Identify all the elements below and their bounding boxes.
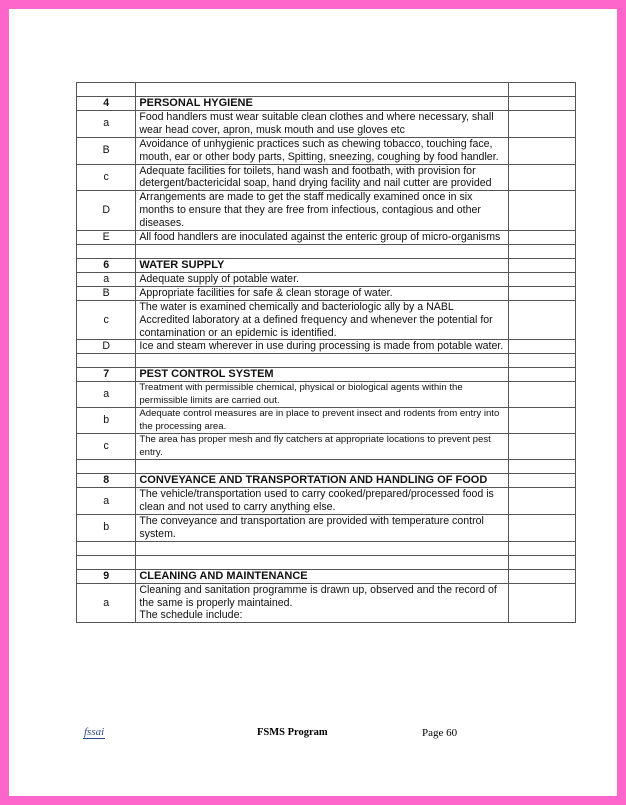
item-row: [77, 434, 576, 460]
item-id: a: [77, 488, 136, 515]
check-cell: [508, 514, 575, 541]
section-number: 8: [77, 474, 136, 488]
check-cell: [508, 97, 575, 111]
num-cell: [77, 541, 136, 555]
check-cell: [508, 191, 575, 231]
check-cell: [508, 244, 575, 258]
blank-row: [77, 83, 576, 97]
item-id: a: [77, 382, 136, 408]
check-cell: [508, 231, 575, 245]
item-row: [77, 272, 576, 286]
check-cell: [508, 340, 575, 354]
item-text: The area has proper mesh and fly catchers at appropriate locations to prevent pest entry.: [136, 434, 508, 460]
item-id: E: [77, 231, 136, 245]
check-cell: [508, 300, 575, 340]
checklist-body: [77, 83, 576, 623]
item-row: [77, 514, 576, 541]
check-cell: [508, 164, 575, 191]
page-footer: [76, 726, 576, 750]
check-cell: [508, 488, 575, 515]
item-row: [77, 110, 576, 137]
section-number: 9: [77, 569, 136, 583]
item-row: [77, 191, 576, 231]
item-text: Cleaning and sanitation programme is drawn up, observed and the record of the same is properly maintained.: [139, 583, 497, 609]
blank-row: [77, 354, 576, 368]
check-cell: [508, 137, 575, 164]
section-title: CONVEYANCE AND TRANSPORTATION AND HANDLING OF FOOD: [136, 474, 508, 488]
item-subtext: The schedule include:: [139, 609, 243, 622]
item-id: D: [77, 191, 136, 231]
item-row: [77, 137, 576, 164]
item-text: All food handlers are inoculated against the enteric group of micro-organisms: [136, 231, 508, 245]
program-name: FSMS Program: [257, 727, 328, 738]
section-number: 6: [77, 258, 136, 272]
check-cell: [508, 569, 575, 583]
item-id: c: [77, 300, 136, 340]
item-text: Ice and steam wherever in use during processing is made from potable water.: [136, 340, 508, 354]
item-row: [77, 583, 576, 623]
item-row: [77, 300, 576, 340]
item-row: [77, 382, 576, 408]
check-cell: [508, 83, 575, 97]
item-id: D: [77, 340, 136, 354]
blank-row: [77, 555, 576, 569]
item-text: Appropriate facilities for safe & clean storage of water.: [136, 286, 508, 300]
blank-row: [77, 541, 576, 555]
check-cell: [508, 258, 575, 272]
item-row: [77, 340, 576, 354]
section-title: PEST CONTROL SYSTEM: [136, 368, 508, 382]
item-id: c: [77, 164, 136, 191]
section-title: WATER SUPPLY: [136, 258, 508, 272]
num-cell: [77, 555, 136, 569]
num-cell: [77, 354, 136, 368]
check-cell: [508, 555, 575, 569]
desc-cell: [136, 555, 508, 569]
section-number: 7: [77, 368, 136, 382]
item-id: B: [77, 137, 136, 164]
item-text: Adequate facilities for toilets, hand wash and footbath, with provision for detergent/bactericidal soap, hand drying facility and nail cutter are provided: [136, 164, 508, 191]
check-cell: [508, 541, 575, 555]
item-text: Arrangements are made to get the staff medically examined once in six months to ensure that they are free from infectious, contagious and other diseases.: [136, 191, 508, 231]
item-row: [77, 231, 576, 245]
item-text: Treatment with permissible chemical, physical or biological agents within the permissible limits are carried out.: [136, 382, 508, 408]
item-row: [77, 488, 576, 515]
item-text: Food handlers must wear suitable clean clothes and where necessary, shall wear head cover, apron, musk mouth and use gloves etc: [136, 110, 508, 137]
item-text: The vehicle/transportation used to carry cooked/prepared/processed food is clean and not used to carry anything else.: [136, 488, 508, 515]
check-cell: [508, 583, 575, 623]
item-id: a: [77, 110, 136, 137]
num-cell: [77, 83, 136, 97]
check-cell: [508, 110, 575, 137]
section-number: 4: [77, 97, 136, 111]
desc-cell: [136, 541, 508, 555]
item-text: Avoidance of unhygienic practices such as chewing tobacco, touching face, mouth, ear or other body parts, Spitting, sneezing, coughing by food handler.: [136, 137, 508, 164]
checklist-table: [76, 82, 576, 623]
item-text: The conveyance and transportation are provided with temperature control system.: [136, 514, 508, 541]
check-cell: [508, 460, 575, 474]
item-row: [77, 408, 576, 434]
item-id: a: [77, 272, 136, 286]
desc-cell: [136, 83, 508, 97]
blank-row: [77, 244, 576, 258]
section-heading-row: [77, 258, 576, 272]
num-cell: [77, 460, 136, 474]
check-cell: [508, 434, 575, 460]
blank-row: [77, 460, 576, 474]
item-text: The water is examined chemically and bacteriologic ally by a NABL Accredited laboratory at a defined frequency and whenever the potential for contamination or an epidemic is identified.: [136, 300, 508, 340]
desc-cell: [136, 244, 508, 258]
item-text: Adequate control measures are in place to prevent insect and rodents from entry into the processing area.: [136, 408, 508, 434]
section-heading-row: [77, 97, 576, 111]
item-id: B: [77, 286, 136, 300]
check-cell: [508, 368, 575, 382]
item-text: Adequate supply of potable water.: [136, 272, 508, 286]
check-cell: [508, 382, 575, 408]
section-heading-row: [77, 569, 576, 583]
num-cell: [77, 244, 136, 258]
check-cell: [508, 272, 575, 286]
desc-cell: [136, 460, 508, 474]
page-number: Page 60: [422, 727, 458, 739]
section-title: CLEANING AND MAINTENANCE: [136, 569, 508, 583]
item-id: b: [77, 408, 136, 434]
item-id: a: [77, 583, 136, 623]
item-row: [77, 164, 576, 191]
item-text-cell: [136, 583, 508, 623]
check-cell: [508, 474, 575, 488]
fssai-logo: fssai: [84, 726, 105, 738]
section-heading-row: [77, 368, 576, 382]
check-cell: [508, 286, 575, 300]
section-heading-row: [77, 474, 576, 488]
item-id: b: [77, 514, 136, 541]
item-id: c: [77, 434, 136, 460]
item-row: [77, 286, 576, 300]
check-cell: [508, 354, 575, 368]
check-cell: [508, 408, 575, 434]
section-title: PERSONAL HYGIENE: [136, 97, 508, 111]
desc-cell: [136, 354, 508, 368]
